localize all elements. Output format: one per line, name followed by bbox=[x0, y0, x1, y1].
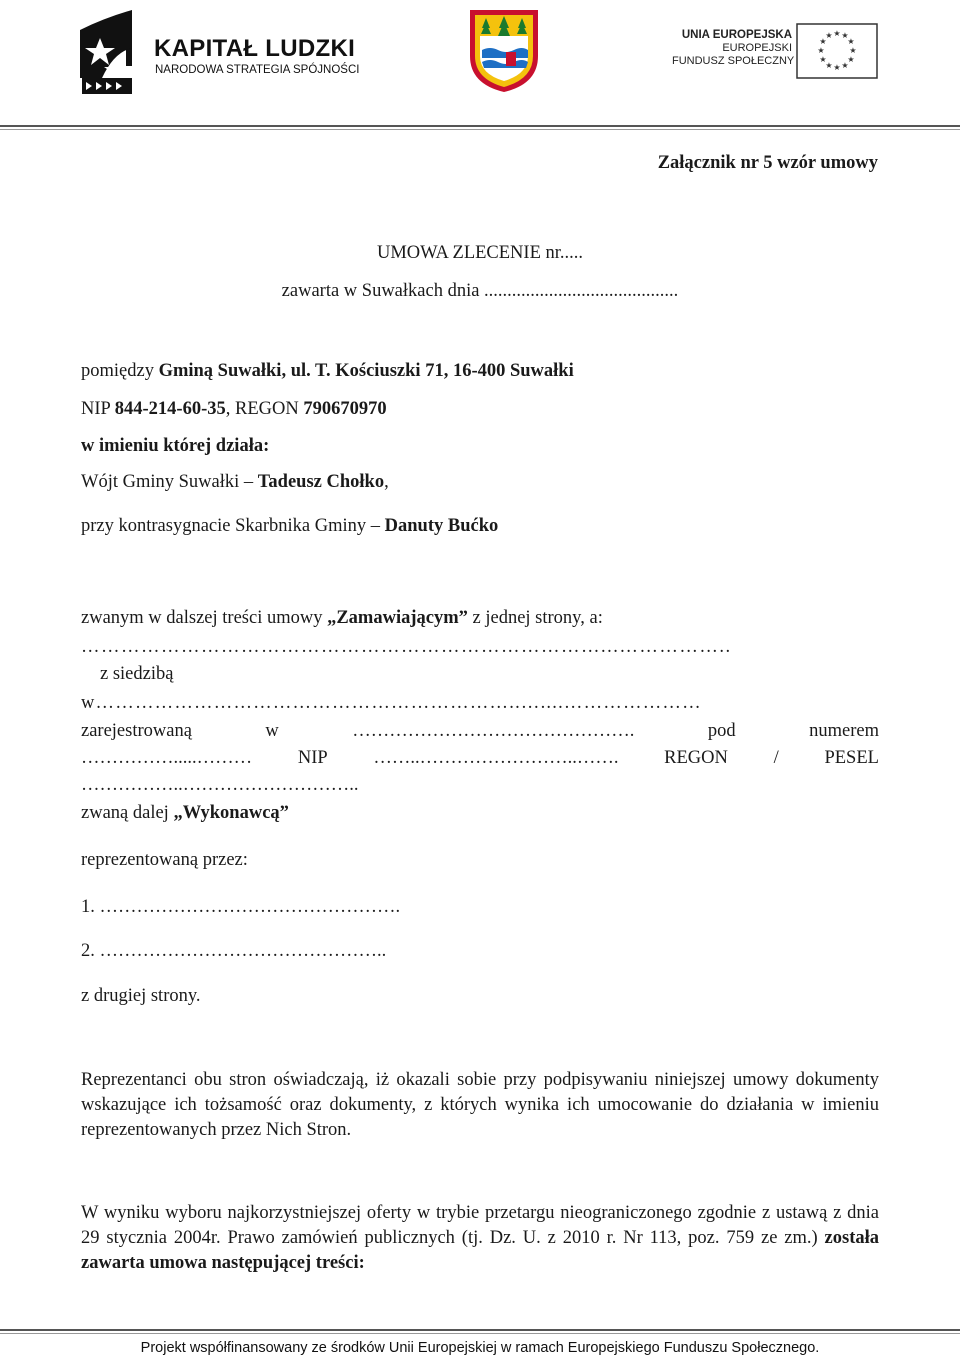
contract-basis-text: W wyniku wyboru najkorzystniejszej oferty w trybie przetargu nieograniczonego zgodnie z ustawą z dnia 29 stycznia 2004r. Prawo zamówień publicznych (tj. Dz. U. z 2010 r. Nr 113, poz. 759 ze zm.) bbox=[81, 1203, 879, 1248]
party1-nip-label: NIP bbox=[81, 399, 115, 419]
footer-note: Projekt współfinansowany ze środków Unii Europejskiej w ramach Europejskiego Funduszu Społecznego. bbox=[140, 1340, 820, 1356]
represented-by: reprezentowaną przez: bbox=[81, 850, 248, 870]
svg-text:★: ★ bbox=[819, 55, 827, 64]
representative-1: 1. …………………………………………. bbox=[81, 897, 401, 917]
party1-acting: w imieniu której działa: bbox=[81, 436, 270, 456]
party1-line1 bbox=[81, 361, 574, 382]
registration-word: zarejestrowaną bbox=[81, 721, 192, 741]
party1-wojt-label: Wójt Gminy Suwałki – bbox=[81, 472, 258, 492]
party1-ids bbox=[81, 399, 387, 420]
header-divider-thin bbox=[0, 129, 960, 130]
party2-siedziba: z siedzibą bbox=[100, 664, 174, 684]
eu-label-line1: UNIA EUROPEJSKA bbox=[681, 29, 792, 41]
party1-skarbnik-label: przy kontrasygnacie Skarbnika Gminy – bbox=[81, 516, 385, 536]
svg-text:★: ★ bbox=[825, 61, 833, 70]
party1-name-address: Gminą Suwałki, ul. T. Kościuszki 71, 16-400 Suwałki bbox=[158, 361, 574, 381]
party1-nip-value: 844-214-60-35 bbox=[114, 399, 226, 419]
zamawiajacy-term: „Zamawiającym” bbox=[327, 608, 468, 628]
zamawiajacy-post: z jednej strony, a: bbox=[467, 608, 603, 628]
nip-blank: ……..……………………..……. bbox=[373, 748, 619, 768]
footer-divider-thin bbox=[0, 1333, 960, 1334]
wykonawca-term: „Wykonawcą” bbox=[173, 803, 289, 823]
wykonawca-line bbox=[81, 803, 289, 824]
eu-fund-label bbox=[672, 28, 795, 68]
svg-text:★: ★ bbox=[847, 37, 855, 46]
registration-in: w bbox=[265, 721, 279, 741]
registration-under: pod bbox=[707, 721, 736, 741]
svg-text:★: ★ bbox=[819, 37, 827, 46]
separator-slash: / bbox=[773, 748, 779, 768]
svg-text:★: ★ bbox=[841, 31, 849, 40]
other-party: z drugiej strony. bbox=[81, 986, 201, 1006]
party2-address-blank: w………………………………………………………..…....………………… bbox=[81, 693, 702, 713]
eu-label-line2: EUROPEJSKI bbox=[722, 42, 792, 54]
svg-text:★: ★ bbox=[849, 46, 857, 55]
registration-blank: ………………………………………. bbox=[352, 721, 635, 741]
party2-name-blank: ……………………………………………………………………...…………….. bbox=[81, 637, 732, 657]
kapital-ludzki-subtitle: NARODOWA STRATEGIA SPÓJNOŚCI bbox=[155, 64, 360, 76]
contract-basis-paragraph bbox=[81, 1201, 879, 1276]
party1-regon-value: 790670970 bbox=[303, 399, 387, 419]
regon-pesel-blank: ……………..……………………….. bbox=[81, 775, 359, 795]
svg-text:★: ★ bbox=[817, 46, 825, 55]
footer-divider bbox=[0, 1329, 960, 1331]
representatives-paragraph: Reprezentanci obu stron oświadczają, iż okazali sobie przy podpisywaniu niniejszej umowy dokumenty wskazujące ich tożsamość oraz dokumenty, z których wynika ich umocowanie do działania w imieniu reprezentowanych przez Nich Stron. bbox=[81, 1070, 879, 1140]
party2-registration bbox=[81, 721, 879, 742]
contract-concluded: została zawarta umowa następującej treści: bbox=[81, 1228, 879, 1273]
party1-wojt-comma: , bbox=[384, 472, 389, 492]
header-divider bbox=[0, 125, 960, 127]
contract-subtitle: zawarta w Suwałkach dnia .......................................... bbox=[281, 281, 679, 301]
wykonawca-pre: zwaną dalej bbox=[81, 803, 174, 823]
party1-skarbnik bbox=[81, 516, 498, 537]
svg-text:★: ★ bbox=[847, 55, 855, 64]
regon-label: REGON bbox=[664, 748, 728, 768]
svg-text:★: ★ bbox=[833, 63, 841, 72]
party2-nip-regon bbox=[81, 748, 879, 769]
party1-wojt-name: Tadeusz Chołko bbox=[257, 472, 385, 492]
svg-text:★: ★ bbox=[841, 61, 849, 70]
pesel-label: PESEL bbox=[824, 748, 879, 768]
party1-wojt bbox=[81, 472, 389, 493]
zamawiajacy-pre: zwanym w dalszej treści umowy bbox=[81, 608, 328, 628]
number-blank: …………….....……… bbox=[81, 748, 253, 768]
party1-between: pomiędzy bbox=[81, 361, 159, 381]
nip-label: NIP bbox=[297, 748, 328, 768]
attachment-label: Załącznik nr 5 wzór umowy bbox=[657, 153, 878, 173]
svg-text:★: ★ bbox=[833, 29, 841, 38]
kapital-ludzki-title: KAPITAŁ LUDZKI bbox=[154, 35, 356, 62]
party1-skarbnik-name: Danuty Bućko bbox=[384, 516, 499, 536]
party1-regon-label: , REGON bbox=[225, 399, 304, 419]
eu-flag-icon bbox=[796, 23, 878, 79]
representative-2: 2. ……………………………………….. bbox=[81, 941, 387, 961]
contract-title: UMOWA ZLECENIE nr..... bbox=[376, 243, 584, 263]
zamawiajacy-line bbox=[81, 608, 603, 629]
eu-label-line3: FUNDUSZ SPOŁECZNY bbox=[672, 55, 795, 67]
svg-text:★: ★ bbox=[825, 31, 833, 40]
municipal-crest-icon bbox=[466, 6, 542, 94]
registration-number: numerem bbox=[809, 721, 879, 741]
